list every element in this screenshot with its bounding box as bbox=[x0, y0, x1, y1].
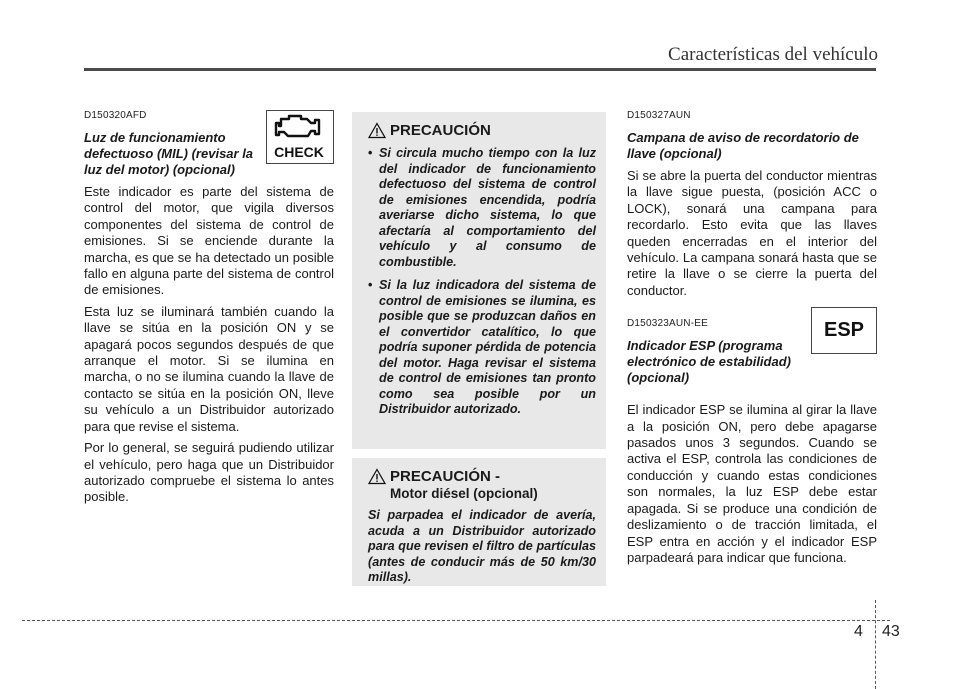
caution-list bbox=[368, 146, 596, 418]
section-code: D150327AUN bbox=[627, 110, 691, 121]
chapter-number: 4 bbox=[854, 623, 863, 640]
page-number: 43 bbox=[882, 623, 900, 640]
caution-title: PRECAUCIÓN bbox=[390, 122, 491, 139]
esp-icon: ESP bbox=[811, 307, 877, 354]
section-title: Luz de funcionamiento defectuoso (MIL) (revisar la luz del motor) (opcional) bbox=[84, 130, 254, 177]
paragraph: Si se abre la puerta del conductor mientras la llave sigue puesta, (posición ACC o LOCK), sonará una campana para recordarlo. Esto evita que las llaves queden encerradas en el interior del vehículo. La campana sonará hasta que se retire la llave o se cierre la puerta del conductor. bbox=[627, 168, 877, 298]
engine-check-icon bbox=[266, 110, 334, 164]
paragraph: Este indicador es parte del sistema de control del motor, que vigila diversos componentes del sistema de control de emisiones. Si se enciende durante la marcha, es que se ha detectado un posible fallo en alguna parte del sistema de control de emisiones. bbox=[84, 184, 334, 298]
warning-icon bbox=[368, 468, 386, 485]
diesel-caution-box bbox=[352, 458, 606, 586]
mil-section bbox=[84, 110, 334, 511]
section-title: Indicador ESP (programa electrónico de estabilidad) (opcional) bbox=[627, 338, 791, 386]
section-code: D150323AUN-EE bbox=[627, 318, 708, 330]
footer-divider bbox=[875, 600, 876, 689]
paragraph: Por lo general, se seguirá pudiendo utilizar el vehículo, pero haga que un Distribuidor autorizado compruebe el sistema lo antes posible. bbox=[84, 440, 334, 505]
caution-subtitle: Motor diésel (opcional) bbox=[390, 486, 538, 501]
caution-text: Si parpadea el indicador de avería, acuda a un Distribuidor autorizado para que revisen el filtro de partículas (antes de conducir más de 50 km/30 millas). bbox=[368, 508, 596, 584]
paragraph: Esta luz se iluminará también cuando la llave se sitúa en la posición ON y se apagará pocos segundos después de que arranque el motor. Si se ilumina en marcha, o no se ilumina cuando la llave de contacto se sitúa en la posición ON, lleve su vehículo a un Distribuidor autorizado para que revise el sistema. bbox=[84, 303, 334, 434]
warning-icon bbox=[368, 122, 386, 139]
paragraph: El indicador ESP se ilumina al girar la llave a la posición ON, pero debe apagarse pasados unos 3 segundos. Cuando se activa el ESP, controla las condiciones de conducción y cuando estas condiciones son normales, la luz ESP debe estar apagada. Si se produce una condición de deslizamiento o de tracción limitada, el ESP entra en acción y el indicador ESP parpadeará para indicar que funciona. bbox=[627, 402, 877, 565]
header-rule bbox=[84, 68, 876, 71]
caution-box bbox=[352, 112, 606, 449]
caution-item: • Si circula mucho tiempo con la luz del indicador de funcionamiento defectuoso del sistema de control de emisiones encendida, podría averiarse dicho sistema, lo que afectaría al comportamiento del vehículo y al consumo de combustible. bbox=[368, 146, 596, 270]
section-title: Campana de aviso de recordatorio de llave (opcional) bbox=[627, 130, 859, 161]
chapter-header-title: Características del vehículo bbox=[668, 44, 878, 65]
footer-rule bbox=[22, 620, 890, 621]
caution-item: • Si la luz indicadora del sistema de control de emisiones se ilumina, es posible que se produzcan daños en el convertidor catalítico, lo que podría suponer pérdida de potencia del motor. Haga revisar el sistema de control de emisiones tan pronto como sea posible por un Distribuidor autorizado. bbox=[368, 278, 596, 418]
caution-title: PRECAUCIÓN - bbox=[390, 468, 501, 485]
section-code: D150320AFD bbox=[84, 110, 147, 121]
check-label: CHECK bbox=[274, 144, 324, 160]
